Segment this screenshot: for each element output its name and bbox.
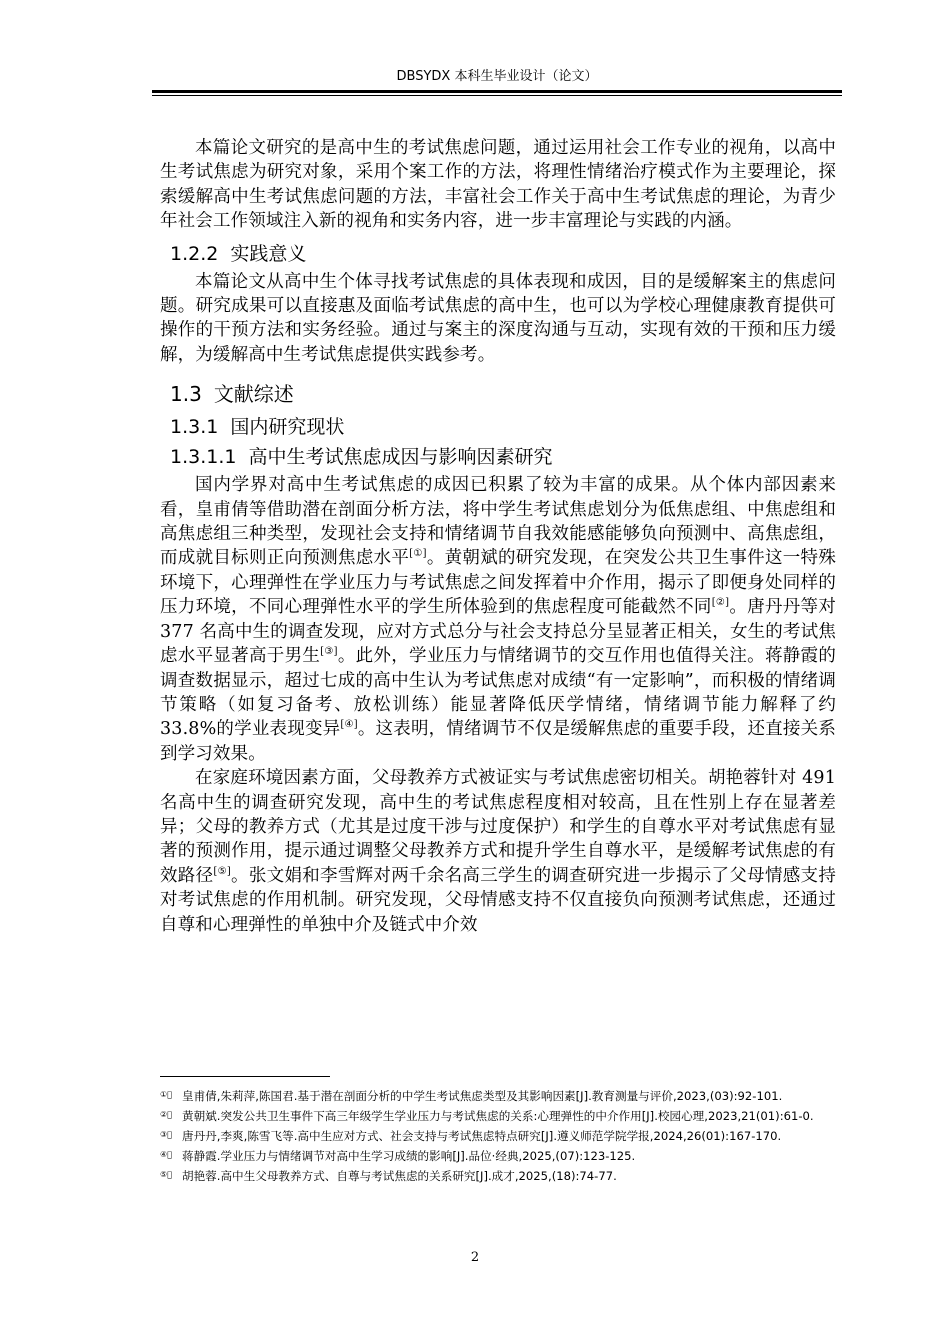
footnote-text: 蒋静霞.学业压力与情绪调节对高中生学习成绩的影响[J].品位·经典,2025,(07):123-125. bbox=[181, 1149, 636, 1163]
header-rule-thin bbox=[152, 95, 842, 96]
heading-1-3-1 bbox=[160, 413, 836, 441]
heading-1-3 bbox=[160, 379, 836, 409]
footnote-text: 皇甫倩,朱莉萍,陈国君.基于潜在剖面分析的中学生考试焦虑类型及其影响因素[J].教育测量与评价,2023,(03):92-101. bbox=[181, 1089, 783, 1103]
paragraph-family-factors bbox=[160, 766, 836, 937]
text-run: 。唐丹丹等对 377 名高中生的调查发现，应对方式总分与社会支持总分呈显著正相关，女生的考试焦虑水平显著高于男生 bbox=[160, 597, 836, 667]
citation-ref[interactable]: [⑤] bbox=[213, 865, 231, 877]
footnote-mark: ⑤⃞ bbox=[160, 1170, 172, 1179]
heading-1-3-1-1 bbox=[160, 443, 836, 471]
heading-text: 实践意义 bbox=[230, 242, 307, 265]
heading-text: 高中生考试焦虑成因与影响因素研究 bbox=[248, 446, 553, 469]
text-run: 。黄朝斌的研究发现，在突发公共卫生事件这一特殊环境下，心理弹性在学业压力与考试焦虑之间发挥着中介作用，揭示了即便身处同样的压力环境，不同心理弹性水平的学生所体验到的焦虑程度可能截然不同 bbox=[160, 548, 836, 618]
text-run: 。此外，学业压力与情绪调节的交互作用也值得关注。蒋静霞的调查数据显示，超过七成的高中生认为考试焦虑对成绩“有一定影响”，而积极的情绪调节策略（如复习备考、放松训练）能显著降低厌学情绪，情绪调节能力解释了约 33.8%的学业表现变异 bbox=[160, 646, 836, 740]
citation-ref[interactable]: [④] bbox=[340, 719, 358, 731]
heading-text: 国内研究现状 bbox=[230, 416, 345, 439]
heading-text: 文献综述 bbox=[213, 382, 294, 407]
footnote-mark: ②⃞ bbox=[160, 1110, 172, 1119]
text-run: 在家庭环境因素方面，父母教养方式被证实与考试焦虑密切相关。胡艳蓉针对 491 名高中生的调查研究发现，高中生的考试焦虑程度相对较高，且在性别上存在显著差异；父母的教养方式（尤其是过度干涉与过度保护）和学生的自尊水平对考试焦虑有显著的预测作用，提示通过调整父母教养方式和提升学生自尊水平，是缓解考试焦虑的有效路径 bbox=[160, 768, 836, 886]
citation-ref[interactable]: [③] bbox=[320, 646, 338, 658]
page-number: 2 bbox=[470, 1250, 480, 1265]
text-run: 。这表明，情绪调节不仅是缓解焦虑的重要手段，还直接关系到学习效果。 bbox=[160, 719, 836, 764]
footnotes bbox=[160, 1086, 830, 1186]
footnote-item bbox=[160, 1086, 830, 1105]
heading-1-2-2 bbox=[160, 240, 836, 268]
footnote-item bbox=[160, 1166, 830, 1185]
main-content bbox=[160, 136, 836, 937]
header-rule bbox=[152, 90, 842, 93]
heading-number: 1.2.2 bbox=[170, 242, 219, 265]
footnote-item bbox=[160, 1126, 830, 1145]
paragraph-practical-significance: 本篇论文从高中生个体寻找考试焦虑的具体表现和成因，目的是缓解案主的焦虑问题。研究成果可以直接惠及面临考试焦虑的高中生，也可以为学校心理健康教育提供可操作的干预方法和实务经验。通过与案主的深度沟通与互动，实现有效的干预和压力缓解，为缓解高中生考试焦虑提供实践参考。 bbox=[160, 271, 836, 365]
paragraph-individual-factors bbox=[160, 473, 836, 766]
citation-ref[interactable]: [①] bbox=[409, 548, 427, 560]
footnote-text: 胡艳蓉.高中生父母教养方式、自尊与考试焦虑的关系研究[J].成才,2025,(18):74-77. bbox=[181, 1169, 617, 1183]
footnote-mark: ③⃞ bbox=[160, 1130, 172, 1139]
footnote-mark: ①⃞ bbox=[160, 1090, 172, 1099]
running-header: DBSYDX 本科生毕业设计（论文） bbox=[396, 69, 598, 84]
footnote-item bbox=[160, 1106, 830, 1125]
footnote-text: 黄朝斌.突发公共卫生事件下高三年级学生学业压力与考试焦虑的关系:心理弹性的中介作用[J].校园心理,2023,21(01):61-0. bbox=[181, 1109, 814, 1123]
paragraph-theoretical-significance: 本篇论文研究的是高中生的考试焦虑问题，通过运用社会工作专业的视角，以高中生考试焦虑为研究对象，采用个案工作的方法，将理性情绪治疗模式作为主要理论，探索缓解高中生考试焦虑问题的方法，丰富社会工作关于高中生考试焦虑的理论，为青少年社会工作领域注入新的视角和实务内容，进一步丰富理论与实践的内涵。 bbox=[160, 138, 836, 232]
heading-number: 1.3 bbox=[170, 382, 202, 407]
citation-ref[interactable]: [②] bbox=[711, 597, 730, 609]
text-run: 国内学界对高中生考试焦虑的成因已积累了较为丰富的成果。从个体内部因素来看，皇甫倩等借助潜在剖面分析方法，将中学生考试焦虑划分为低焦虑组、中焦虑组和高焦虑组三种类型，发现社会支持和情绪调节自我效能感能够负向预测中、高焦虑组，而成就目标则正向预测焦虑水平 bbox=[160, 475, 836, 569]
text-run: 。张文娟和李雪辉对两千余名高三学生的调查研究进一步揭示了父母情感支持对考试焦虑的作用机制。研究发现，父母情感支持不仅直接负向预测考试焦虑，还通过自尊和心理弹性的单独中介及链式中介效 bbox=[160, 865, 836, 935]
footnote-separator bbox=[160, 1076, 330, 1077]
footnote-text: 唐丹丹,李爽,陈雪飞等.高中生应对方式、社会支持与考试焦虑特点研究[J].遵义师范学院学报,2024,26(01):167-170. bbox=[181, 1129, 782, 1143]
heading-number: 1.3.1.1 bbox=[170, 446, 237, 469]
heading-number: 1.3.1 bbox=[170, 416, 219, 439]
footnote-item bbox=[160, 1146, 830, 1165]
footnote-mark: ④⃞ bbox=[160, 1150, 172, 1159]
